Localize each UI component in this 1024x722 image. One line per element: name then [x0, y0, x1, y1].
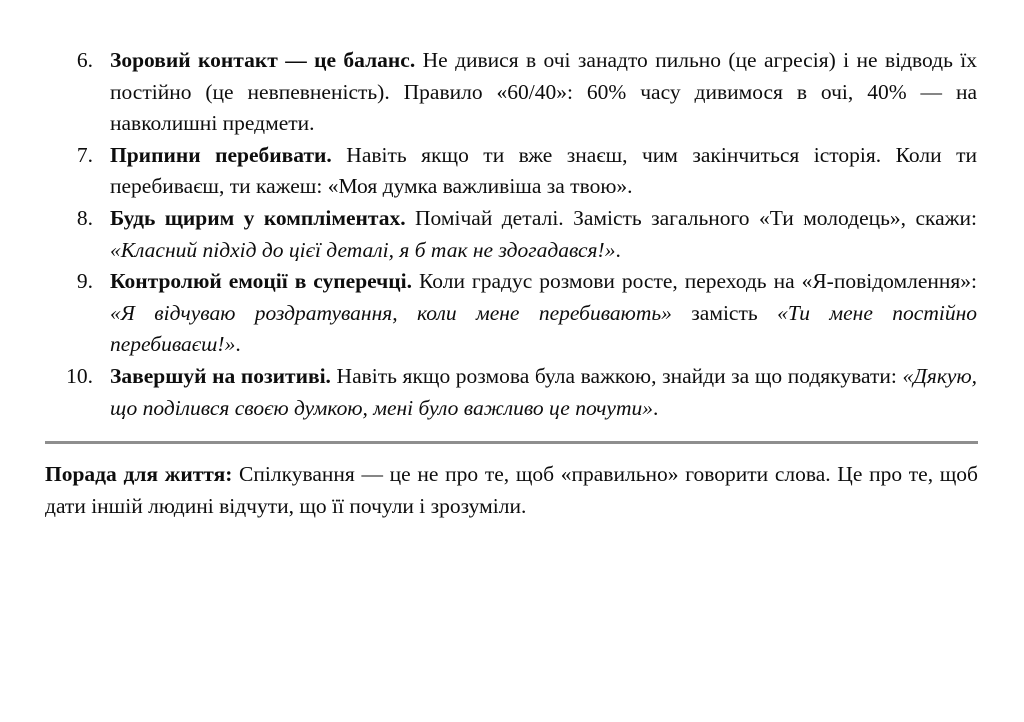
list-item-body-tail-secondary: . [235, 332, 241, 357]
list-item-number: 6. [76, 48, 93, 72]
list-item-number: 8. [76, 205, 93, 230]
life-tip-paragraph [45, 459, 978, 523]
list-item [45, 203, 977, 266]
list-item-quote: «Дякую, що поділився своєю думкою, мені було важливо це почути» [110, 363, 977, 420]
list-item-body-tail: . [652, 395, 659, 420]
list-item-lead: Контролюй емоції в суперечці. [110, 269, 413, 294]
list-item-lead: Зоровий контакт — це баланс. [110, 48, 416, 72]
list-item-body: Навіть якщо ти вже знаєш, чим закінчиться історія. Коли ти перебиваєш, ти кажеш: «Моя думка важливіша за твою». [110, 142, 977, 199]
list-item-body-tail: замість [671, 300, 778, 325]
list-item-quote-secondary: «Ти мене постійно перебиваєш!» [110, 300, 978, 357]
list-item-lead: Припини перебивати. [110, 142, 332, 167]
list-item-number: 7. [76, 142, 93, 167]
list-item [45, 140, 977, 203]
list-item-body-tail: . [615, 237, 621, 262]
numbered-list [45, 45, 977, 424]
list-item [45, 266, 977, 361]
list-item-quote: «Я відчуваю роздратування, коли мене перебивають» [110, 300, 672, 325]
list-item-lead: Будь щирим у компліментах. [110, 205, 406, 230]
list-item-body: Не дивися в очі занадто пильно (це агресія) і не відводь їх постійно (це невпевненість). Правило «60/40»: 60% часу дивимося в очі, 40% — на навколишні предмети. [110, 48, 977, 136]
list-item-body: Коли градус розмови росте, переходь на «Я-повідомлення»: [412, 269, 977, 294]
list-item-body: Навіть якщо розмова була важкою, знайди за що подякувати: [330, 363, 903, 388]
list-item [45, 361, 977, 424]
list-item-lead: Завершуй на позитиві. [110, 363, 331, 388]
section-divider [45, 441, 978, 444]
list-item-body: Помічай деталі. Замість загального «Ти молодець», скажи: [405, 205, 977, 230]
life-tip-lead: Порада для життя: [45, 462, 233, 487]
list-item-quote: «Класний підхід до цієї деталі, я б так не здогадався!» [110, 237, 616, 262]
list-item-number: 10. [66, 363, 93, 388]
list-item-number: 9. [76, 269, 93, 294]
list-item [45, 45, 977, 140]
life-tip-text: Спілкування — це не про те, щоб «правильно» говорити слова. Це про те, щоб дати іншій людині відчути, що її почули і зрозуміли. [45, 462, 979, 518]
